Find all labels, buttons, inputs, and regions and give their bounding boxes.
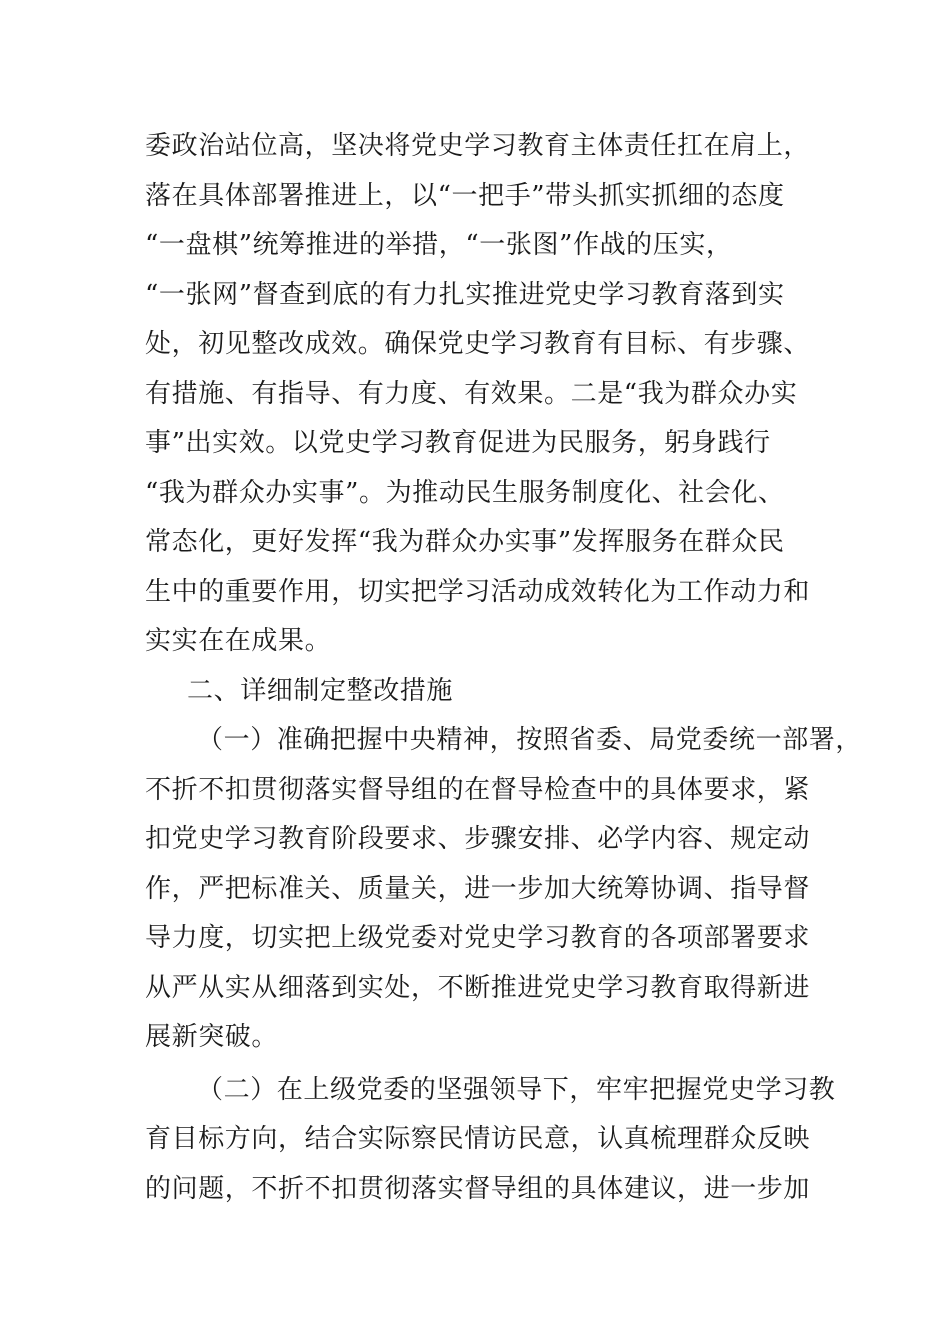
body-line: 处，初见整改成效。确保党史学习教育有目标、有步骤、 <box>145 329 811 359</box>
body-line: 实实在在成果。 <box>145 626 332 656</box>
body-line: 委政治站位高，坚决将党史学习教育主体责任扛在肩上， <box>145 131 811 161</box>
body-line: 的问题，不折不扣贯彻落实督导组的具体建议，进一步加 <box>145 1173 811 1204</box>
body-line: 生中的重要作用，切实把学习活动成效转化为工作动力和 <box>145 576 811 607</box>
body-line: 落在具体部署推进上，以“一把手”带头抓实抓细的态度 <box>145 180 785 211</box>
body-line: 扣党史学习教育阶段要求、步骤安排、必学内容、规定动 <box>145 824 811 854</box>
body-line: “一盘棋”统筹推进的举措，“一张图”作战的压实， <box>145 230 733 260</box>
body-line: 事”出实效。以党史学习教育促进为民服务，躬身践行 <box>145 428 771 458</box>
body-line: 育目标方向，结合实际察民情访民意，认真梳理群众反映 <box>145 1124 811 1154</box>
body-line: 有措施、有指导、有力度、有效果。二是“我为群众办实 <box>145 378 798 409</box>
body-line: 展新突破。 <box>145 1022 279 1052</box>
body-line: 常态化，更好发挥“我为群众办实事”发挥服务在群众民 <box>145 527 785 557</box>
section-heading: 二、详细制定整改措施 <box>187 675 454 706</box>
body-line: 作，严把标准关、质量关，进一步加大统筹协调、指导督 <box>145 873 811 904</box>
body-line: 不折不扣贯彻落实督导组的在督导检查中的具体要求，紧 <box>145 774 811 805</box>
paragraph-start-line: （二）在上级党委的坚强领导下，牢牢把握党史学习教 <box>197 1074 836 1105</box>
body-line: 导力度，切实把上级党委对党史学习教育的各项部署要求 <box>145 923 811 953</box>
paragraph-start-line: （一）准确把握中央精神，按照省委、局党委统一部署， <box>197 725 863 755</box>
body-line: “我为群众办实事”。为推动民生服务制度化、社会化、 <box>145 477 785 508</box>
body-line: “一张网”督查到底的有力扎实推进党史学习教育落到实 <box>145 279 785 310</box>
body-line: 从严从实从细落到实处，不断推进党史学习教育取得新进 <box>145 972 811 1003</box>
document-body <box>145 128 863 1220</box>
